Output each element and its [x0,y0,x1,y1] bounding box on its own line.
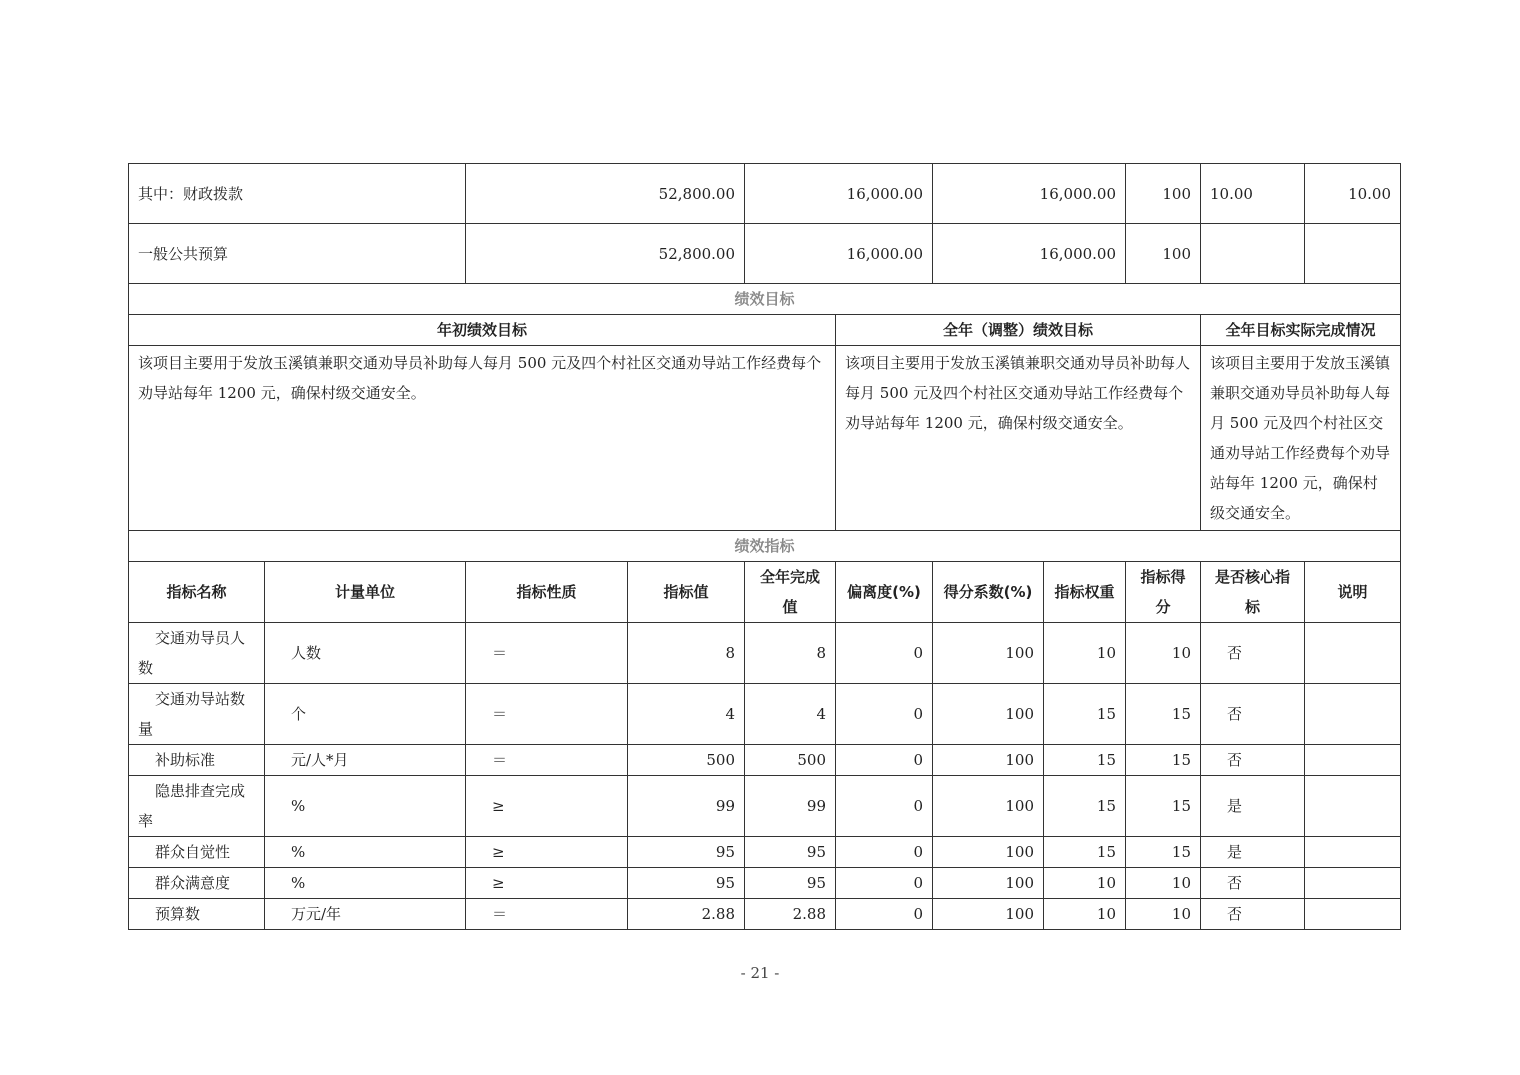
score-weight [1201,224,1305,284]
performance-report-table [128,163,1401,930]
table-row [129,837,1401,868]
actual-goal-text: 该项目主要用于发放玉溪镇兼职交通劝导员补助每人每月 500 元及四个村社区交通劝导站工作经费每个劝导站每年 1200 元，确保村级交通安全。 [1201,346,1401,531]
indicator-coef: 100 [933,745,1044,776]
indicator-score: 15 [1126,684,1201,745]
indicator-name: 群众自觉性 [129,837,265,868]
indicator-actual: 500 [745,745,836,776]
header-score: 指标得分 [1126,562,1201,623]
initial-goal-header: 年初绩效目标 [129,315,836,346]
indicator-nature: ＝ [466,623,628,684]
indicator-target: 95 [628,837,745,868]
goals-header-row [129,315,1401,346]
funding-row [129,164,1401,224]
indicator-nature: ＝ [466,745,628,776]
indicator-actual: 95 [745,837,836,868]
score [1305,224,1401,284]
indicator-name: 交通劝导员人数 [129,623,265,684]
execution-rate: 100 [1126,224,1201,284]
funding-row [129,224,1401,284]
indicator-unit: 个 [265,684,466,745]
indicator-score: 10 [1126,868,1201,899]
execution-rate: 100 [1126,164,1201,224]
header-deviation: 偏离度(%) [836,562,933,623]
indicator-core: 是 [1201,837,1305,868]
actual-goal-header: 全年目标实际完成情况 [1201,315,1401,346]
indicator-unit: % [265,776,466,837]
indicator-note [1305,684,1401,745]
indicator-score: 15 [1126,745,1201,776]
header-core: 是否核心指标 [1201,562,1305,623]
score: 10.00 [1305,164,1401,224]
indicator-coef: 100 [933,776,1044,837]
indicator-nature: ＝ [466,899,628,930]
adjusted-goal-header: 全年（调整）绩效目标 [836,315,1201,346]
indicator-actual: 95 [745,868,836,899]
table-row [129,684,1401,745]
indicator-core: 否 [1201,684,1305,745]
indicator-actual: 2.88 [745,899,836,930]
indicator-target: 99 [628,776,745,837]
table-row [129,899,1401,930]
annual-budget: 52,800.00 [466,224,745,284]
indicator-weight: 10 [1044,623,1126,684]
indicator-actual: 4 [745,684,836,745]
indicator-nature: ＝ [466,684,628,745]
page-number: - 21 - [740,964,780,982]
indicator-deviation: 0 [836,868,933,899]
executed-amount: 16,000.00 [933,224,1126,284]
indicator-core: 否 [1201,745,1305,776]
table-row [129,868,1401,899]
indicator-target: 500 [628,745,745,776]
indicator-deviation: 0 [836,837,933,868]
indicator-core: 否 [1201,623,1305,684]
executed-amount: 16,000.00 [933,164,1126,224]
indicator-unit: 元/人*月 [265,745,466,776]
indicator-note [1305,899,1401,930]
indicator-note [1305,623,1401,684]
header-nature: 指标性质 [466,562,628,623]
indicators-section-row [129,531,1401,562]
indicator-core: 是 [1201,776,1305,837]
header-target: 指标值 [628,562,745,623]
header-actual: 全年完成值 [745,562,836,623]
header-note: 说明 [1305,562,1401,623]
indicator-unit: % [265,868,466,899]
funding-label: 其中：财政拨款 [129,164,466,224]
indicator-score: 10 [1126,623,1201,684]
table-row [129,745,1401,776]
header-coef: 得分系数(%) [933,562,1044,623]
goals-section-row [129,284,1401,315]
indicator-weight: 15 [1044,684,1126,745]
goals-text-row [129,346,1401,531]
header-unit: 计量单位 [265,562,466,623]
indicator-target: 8 [628,623,745,684]
indicator-name: 群众满意度 [129,868,265,899]
indicator-coef: 100 [933,623,1044,684]
indicator-coef: 100 [933,899,1044,930]
indicator-nature: ≥ [466,837,628,868]
indicator-weight: 15 [1044,776,1126,837]
indicator-score: 10 [1126,899,1201,930]
indicator-actual: 8 [745,623,836,684]
indicator-weight: 15 [1044,837,1126,868]
indicator-weight: 10 [1044,899,1126,930]
table-row [129,623,1401,684]
indicator-unit: % [265,837,466,868]
indicator-core: 否 [1201,868,1305,899]
indicator-score: 15 [1126,776,1201,837]
goals-section-title: 绩效目标 [129,284,1401,315]
indicator-note [1305,837,1401,868]
indicator-actual: 99 [745,776,836,837]
indicator-unit: 万元/年 [265,899,466,930]
indicator-core: 否 [1201,899,1305,930]
indicator-deviation: 0 [836,623,933,684]
indicator-target: 2.88 [628,899,745,930]
table-row [129,776,1401,837]
funding-label: 一般公共预算 [129,224,466,284]
adjusted-goal-text: 该项目主要用于发放玉溪镇兼职交通劝导员补助每人每月 500 元及四个村社区交通劝导站工作经费每个劝导站每年 1200 元，确保村级交通安全。 [836,346,1201,531]
indicator-note [1305,868,1401,899]
indicator-note [1305,776,1401,837]
indicator-weight: 15 [1044,745,1126,776]
indicator-nature: ≥ [466,776,628,837]
indicator-note [1305,745,1401,776]
indicator-unit: 人数 [265,623,466,684]
adjusted-budget: 16,000.00 [745,224,933,284]
indicator-deviation: 0 [836,745,933,776]
indicator-weight: 10 [1044,868,1126,899]
indicator-score: 15 [1126,837,1201,868]
initial-goal-text: 该项目主要用于发放玉溪镇兼职交通劝导员补助每人每月 500 元及四个村社区交通劝导站工作经费每个劝导站每年 1200 元，确保村级交通安全。 [129,346,836,531]
indicator-coef: 100 [933,684,1044,745]
indicator-target: 95 [628,868,745,899]
indicator-deviation: 0 [836,899,933,930]
indicator-coef: 100 [933,837,1044,868]
header-weight: 指标权重 [1044,562,1126,623]
annual-budget: 52,800.00 [466,164,745,224]
indicator-target: 4 [628,684,745,745]
score-weight: 10.00 [1201,164,1305,224]
header-name: 指标名称 [129,562,265,623]
indicator-deviation: 0 [836,684,933,745]
indicator-name: 预算数 [129,899,265,930]
indicator-name: 交通劝导站数量 [129,684,265,745]
adjusted-budget: 16,000.00 [745,164,933,224]
indicator-name: 补助标准 [129,745,265,776]
indicator-nature: ≥ [466,868,628,899]
indicator-deviation: 0 [836,776,933,837]
indicator-name: 隐患排查完成率 [129,776,265,837]
indicators-header-row [129,562,1401,623]
indicators-section-title: 绩效指标 [129,531,1401,562]
indicator-coef: 100 [933,868,1044,899]
